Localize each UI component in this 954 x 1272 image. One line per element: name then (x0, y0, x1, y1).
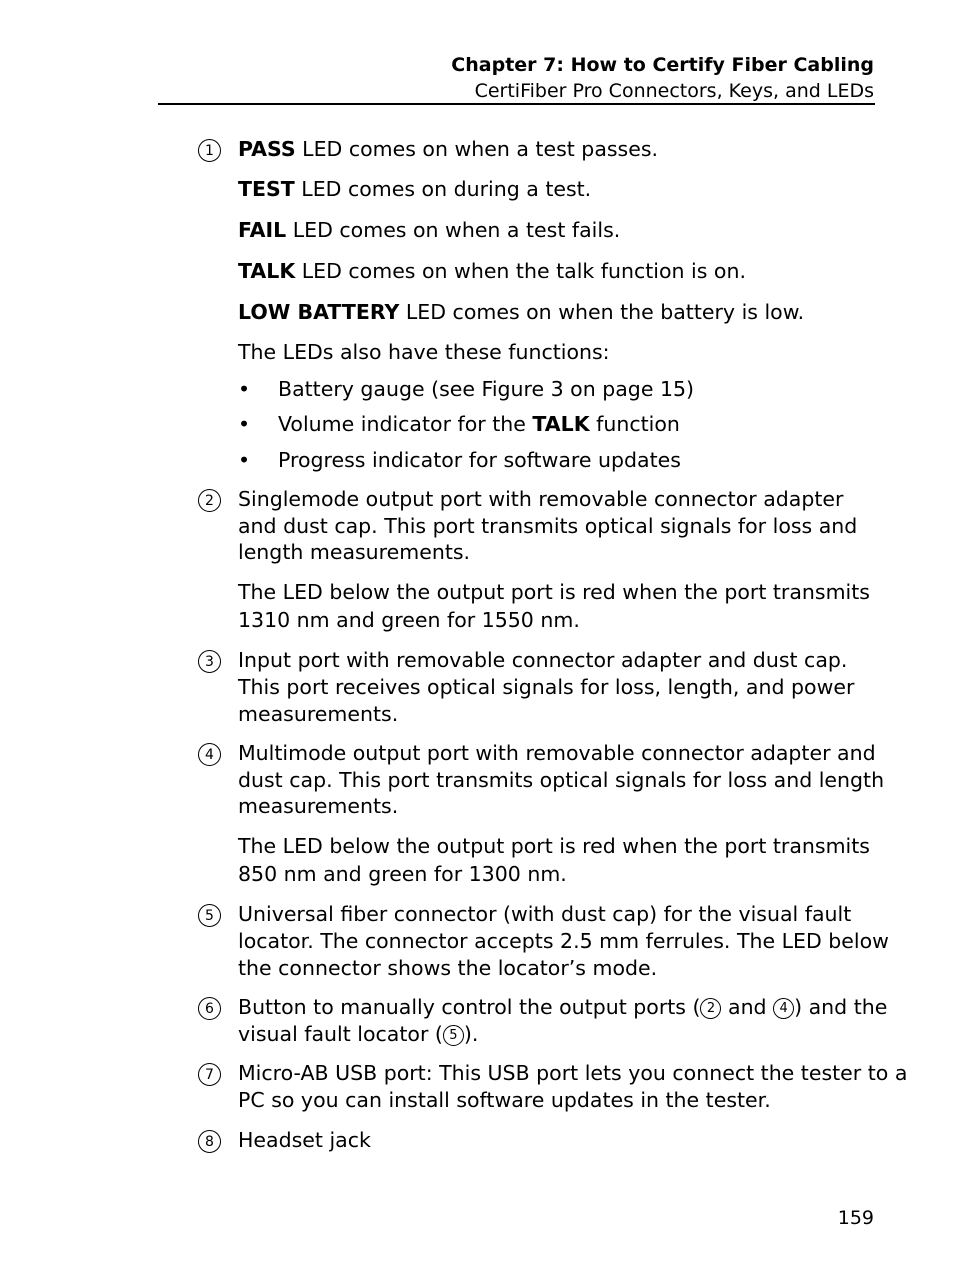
item-4-line-2: dust cap. This port transmits optical signals for loss and length (238, 768, 885, 792)
item-6-line-1 (238, 994, 888, 1021)
callout-number-2: 2 (198, 489, 221, 512)
inline-ref-5: 5 (443, 1025, 464, 1046)
fail-desc: LED comes on when a test fails. (286, 218, 621, 242)
callout-number-3: 3 (198, 650, 221, 673)
item-2-line-1: Singlemode output port with removable connector adapter (238, 487, 844, 511)
item-6-text-e: ). (463, 1022, 479, 1046)
fail-label: FAIL (238, 218, 287, 242)
item-6-line-2 (238, 1021, 878, 1048)
item-5-line-1: Universal fiber connector (with dust cap) for the visual fault (238, 902, 852, 926)
low-battery-led-text (238, 299, 878, 326)
test-led-text (238, 176, 878, 203)
item-3-line-3: measurements. (238, 702, 399, 726)
low-battery-desc: LED comes on when the battery is low. (399, 300, 805, 324)
bullet-icon: • (238, 448, 251, 472)
callout-number-5: 5 (198, 904, 221, 927)
item-4-note-1: The LED below the output port is red when the port transmits (238, 834, 870, 858)
callout-number-4: 4 (198, 743, 221, 766)
bullet-text-post: function (589, 412, 680, 436)
low-battery-label: LOW BATTERY (238, 300, 400, 324)
item-5-line-3: the connector shows the locator’s mode. (238, 956, 658, 980)
callout-number-1: 1 (198, 139, 221, 162)
bullet-text-bold: TALK (532, 412, 590, 436)
pass-desc: LED comes on when a test passes. (295, 137, 659, 161)
item-5-line-2: locator. The connector accepts 2.5 mm ferrules. The LED below (238, 929, 889, 953)
chapter-title: Chapter 7: How to Certify Fiber Cabling (451, 54, 874, 76)
item-7-line-1: Micro-AB USB port: This USB port lets you connect the tester to a (238, 1061, 908, 1085)
item-6-text-a: Button to manually control the output ports ( (238, 995, 701, 1019)
callout-number-7: 7 (198, 1063, 221, 1086)
item-2-line-2: and dust cap. This port transmits optical signals for loss and (238, 514, 858, 538)
test-desc: LED comes on during a test. (294, 177, 592, 201)
talk-label: TALK (238, 259, 296, 283)
item-6-text-d: visual fault locator ( (238, 1022, 443, 1046)
bullet-text: Progress indicator for software updates (278, 448, 681, 472)
bullet-text-pre: Volume indicator for the (278, 412, 533, 436)
talk-desc: LED comes on when the talk function is on. (295, 259, 746, 283)
item-4-line-3: measurements. (238, 794, 399, 818)
pass-label: PASS (238, 137, 296, 161)
item-4-note-2: 850 nm and green for 1300 nm. (238, 862, 567, 886)
inline-ref-2: 2 (700, 998, 721, 1019)
bullet-text: Battery gauge (see Figure 3 on page 15) (278, 377, 695, 401)
test-label: TEST (238, 177, 295, 201)
item-2-note-1: The LED below the output port is red when the port transmits (238, 580, 870, 604)
running-header (158, 52, 874, 104)
section-title: CertiFiber Pro Connectors, Keys, and LEDs (474, 80, 874, 102)
item-2-line-3: length measurements. (238, 540, 471, 564)
callout-number-6: 6 (198, 997, 221, 1020)
item-7-line-2: PC so you can install software updates in the tester. (238, 1088, 771, 1112)
item-6-text-b: and (721, 995, 774, 1019)
item-4-line-1: Multimode output port with removable connector adapter and (238, 741, 876, 765)
led-functions-intro: The LEDs also have these functions: (238, 340, 610, 364)
item-3-line-1: Input port with removable connector adapter and dust cap. (238, 648, 848, 672)
talk-led-text (238, 258, 878, 285)
callout-number-8: 8 (198, 1130, 221, 1153)
page-number: 159 (837, 1207, 874, 1229)
item-3-line-2: This port receives optical signals for loss, length, and power (238, 675, 855, 699)
item-8-line-1: Headset jack (238, 1128, 371, 1152)
bullet-text (278, 411, 680, 438)
pass-led-text (238, 136, 878, 163)
bullet-icon: • (238, 412, 251, 436)
fail-led-text (238, 217, 878, 244)
item-2-note-2: 1310 nm and green for 1550 nm. (238, 608, 580, 632)
item-6-text-c: ) and the (794, 995, 888, 1019)
inline-ref-4: 4 (773, 998, 794, 1019)
header-rule (158, 103, 875, 105)
bullet-icon: • (238, 377, 251, 401)
